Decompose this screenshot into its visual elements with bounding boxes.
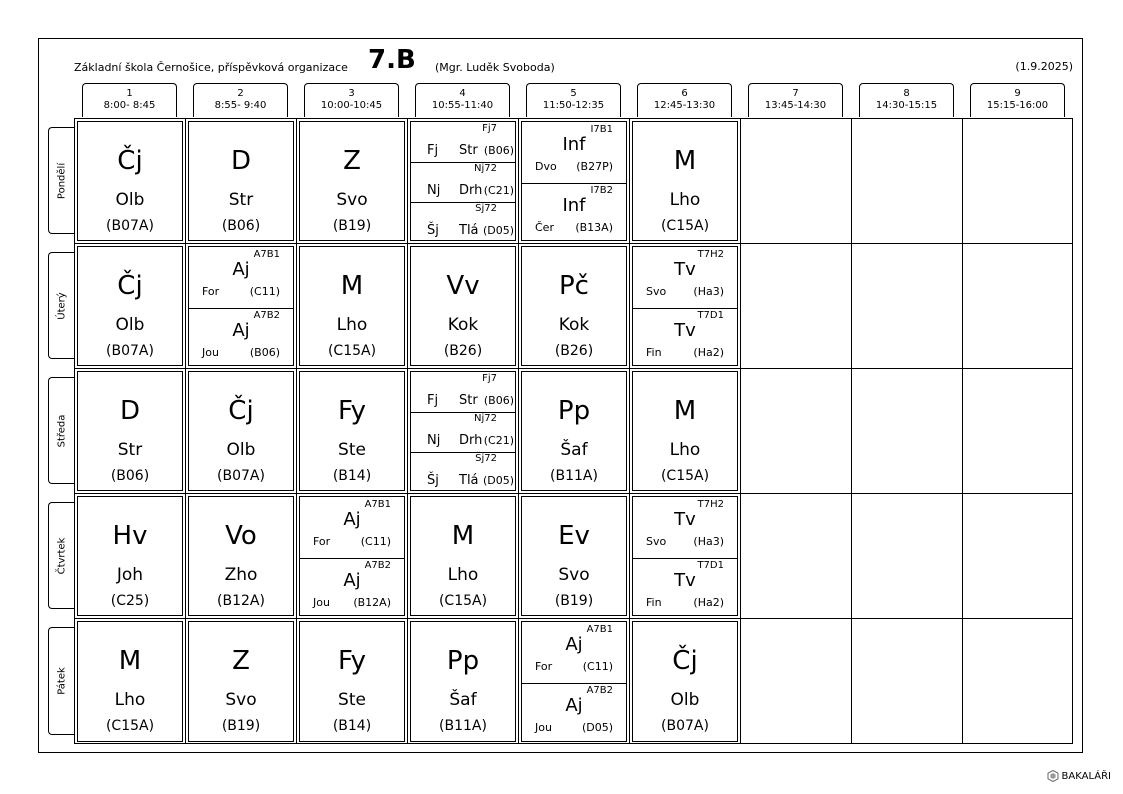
lesson-subject: Aj <box>565 695 583 716</box>
lesson-room: (Ha2) <box>693 596 724 609</box>
lesson-group <box>411 452 515 493</box>
lesson-cell <box>410 496 516 616</box>
lesson-room: (C15A) <box>105 718 155 734</box>
lesson-subject: Z <box>232 646 250 676</box>
grid-column-line <box>518 118 519 744</box>
lesson-cell <box>410 371 516 491</box>
lesson-room: (D05) <box>581 721 613 734</box>
lesson-cell <box>632 246 738 366</box>
lesson-cell <box>521 621 627 742</box>
lesson-room: (B07A) <box>217 468 265 484</box>
lesson-room: (B07A) <box>106 343 154 359</box>
lesson-room: (B13A) <box>575 221 613 234</box>
lesson-room: (C15A) <box>438 593 488 609</box>
grid-row-line <box>74 618 1073 619</box>
lesson-room: (Ha3) <box>693 285 724 298</box>
bakalari-logo <box>1047 770 1111 782</box>
lesson-room: (B06) <box>221 218 261 234</box>
lesson-teacher: Kok <box>447 315 479 335</box>
lesson-room: (B27P) <box>576 160 613 173</box>
group-code: Nj72 <box>474 163 497 174</box>
lesson-cell <box>521 371 627 491</box>
lesson-subject: Vv <box>446 271 480 301</box>
lesson-room: (B06) <box>110 468 150 484</box>
lesson-subject: Aj <box>232 320 250 341</box>
bakalari-logo-icon <box>1047 770 1059 782</box>
period-number: 9 <box>1014 88 1021 99</box>
lesson-group <box>411 122 515 163</box>
grid-row-line <box>74 493 1073 494</box>
lesson-room: (C15A) <box>327 343 377 359</box>
lesson-subject: Inf <box>562 195 586 216</box>
group-code: A7B2 <box>253 310 280 321</box>
lesson-subject: Čj <box>117 146 143 176</box>
lesson-subject: Čj <box>117 271 143 301</box>
group-code: Fj7 <box>482 373 497 384</box>
day-name: Čtvrtek <box>56 537 67 574</box>
lesson-teacher: Lho <box>669 440 701 460</box>
period-number: 8 <box>903 88 910 99</box>
period-header <box>526 83 621 117</box>
period-number: 5 <box>570 88 577 99</box>
lesson-room: (C15A) <box>660 468 710 484</box>
lesson-teacher: Joh <box>116 565 144 585</box>
lesson-teacher: Jou <box>535 721 552 734</box>
lesson-group <box>300 558 404 615</box>
period-header <box>970 83 1065 117</box>
grid-column-line <box>629 118 630 744</box>
lesson-teacher: Šaf <box>560 440 588 460</box>
lesson-room: (B19) <box>332 218 372 234</box>
lesson-teacher: Str <box>117 440 143 460</box>
lesson-group <box>633 558 737 615</box>
lesson-cell <box>410 621 516 742</box>
grid-column-line <box>962 118 963 744</box>
lesson-teacher: Fin <box>646 596 662 609</box>
lesson-room: (C11) <box>249 285 280 298</box>
group-code: A7B2 <box>586 685 613 696</box>
lesson-teacher: Dvo <box>535 160 557 173</box>
lesson-group <box>411 162 515 203</box>
lesson-teacher: Jou <box>313 596 330 609</box>
group-code: Šj72 <box>475 453 497 464</box>
lesson-group <box>189 247 293 309</box>
lesson-subject: Čj <box>672 646 698 676</box>
grid-column-line <box>407 118 408 744</box>
lesson-subject: Aj <box>232 259 250 280</box>
lesson-cell <box>188 496 294 616</box>
period-number: 7 <box>792 88 799 99</box>
lesson-group <box>189 308 293 365</box>
period-header <box>637 83 732 117</box>
lesson-cell <box>632 371 738 491</box>
lesson-room: (B26) <box>554 343 594 359</box>
lesson-teacher: For <box>535 660 553 673</box>
period-time: 8:55- 9:40 <box>214 100 267 111</box>
grid-column-line <box>851 118 852 744</box>
lesson-subject: Z <box>343 146 361 176</box>
lesson-subject: D <box>230 146 252 176</box>
lesson-teacher: Olb <box>115 190 145 210</box>
lesson-cell <box>299 121 405 241</box>
lesson-cell <box>188 121 294 241</box>
lesson-group <box>522 122 626 184</box>
lesson-cell <box>188 246 294 366</box>
lesson-group <box>411 202 515 243</box>
lesson-subject: M <box>340 271 364 301</box>
period-time: 14:30-15:15 <box>875 100 938 111</box>
group-code: T7D1 <box>697 560 724 571</box>
lesson-cell <box>77 621 183 742</box>
lesson-room: (B11A) <box>439 718 487 734</box>
lesson-teacher: Olb <box>115 315 145 335</box>
lesson-teacher: Drh <box>459 183 483 198</box>
timetable-date: (1.9.2025) <box>1015 60 1073 73</box>
lesson-teacher: Fin <box>646 346 662 359</box>
period-number: 1 <box>126 88 133 99</box>
lesson-teacher: Lho <box>447 565 479 585</box>
period-time: 10:00-10:45 <box>320 100 383 111</box>
lesson-subject: Nj <box>427 433 441 448</box>
day-header <box>48 627 74 735</box>
group-code: T7H2 <box>697 249 724 260</box>
lesson-room: (B07A) <box>661 718 709 734</box>
lesson-cell <box>410 121 516 241</box>
lesson-cell <box>632 621 738 742</box>
lesson-room: (B19) <box>221 718 261 734</box>
group-code: I7B1 <box>590 124 613 135</box>
group-code: I7B2 <box>590 185 613 196</box>
lesson-subject: Pp <box>446 646 480 676</box>
lesson-subject: Pp <box>557 396 591 426</box>
day-header <box>48 502 74 609</box>
lesson-cell <box>77 371 183 491</box>
lesson-teacher: Zho <box>224 565 258 585</box>
group-code: A7B1 <box>364 499 391 510</box>
lesson-room: (B26) <box>443 343 483 359</box>
day-name: Pondělí <box>56 162 67 199</box>
lesson-cell <box>632 121 738 241</box>
lesson-subject: Pč <box>559 271 589 301</box>
lesson-teacher: Svo <box>225 690 257 710</box>
lesson-room: (B12A) <box>217 593 265 609</box>
lesson-cell <box>410 246 516 366</box>
lesson-teacher: For <box>313 535 331 548</box>
group-code: A7B2 <box>364 560 391 571</box>
lesson-subject: Ev <box>558 521 590 551</box>
lesson-room: (B06) <box>483 394 514 407</box>
lesson-subject: Aj <box>565 634 583 655</box>
lesson-teacher: Olb <box>670 690 700 710</box>
lesson-cell <box>77 496 183 616</box>
lesson-cell <box>188 371 294 491</box>
lesson-teacher: Lho <box>336 315 368 335</box>
day-header <box>48 127 74 234</box>
lesson-subject: Fj <box>427 393 439 408</box>
group-code: A7B1 <box>586 624 613 635</box>
lesson-teacher: Str <box>459 143 478 158</box>
lesson-group <box>300 497 404 559</box>
lesson-subject: D <box>119 396 141 426</box>
period-header <box>193 83 288 117</box>
lesson-room: (C11) <box>360 535 391 548</box>
lesson-group <box>522 683 626 741</box>
lesson-room: (C11) <box>582 660 613 673</box>
day-header <box>48 252 74 359</box>
lesson-room: (D05) <box>482 474 514 487</box>
lesson-cell <box>521 121 627 241</box>
class-name: 7.B <box>368 45 416 75</box>
group-code: Nj72 <box>474 413 497 424</box>
period-time: 12:45-13:30 <box>653 100 716 111</box>
lesson-room: (C21) <box>483 434 514 447</box>
grid-column-line <box>296 118 297 744</box>
lesson-teacher: Str <box>228 190 254 210</box>
lesson-subject: Tv <box>674 570 696 591</box>
lesson-teacher: Olb <box>226 440 256 460</box>
lesson-room: (B14) <box>332 468 372 484</box>
lesson-subject: M <box>451 521 475 551</box>
lesson-cell <box>299 371 405 491</box>
period-time: 11:50-12:35 <box>542 100 605 111</box>
lesson-subject: Nj <box>427 183 441 198</box>
period-header <box>748 83 843 117</box>
lesson-cell <box>632 496 738 616</box>
lesson-teacher: For <box>202 285 220 298</box>
bakalari-logo-text: BAKALÁŘI <box>1061 770 1111 782</box>
lesson-teacher: Ste <box>338 440 366 460</box>
day-name: Úterý <box>56 291 67 320</box>
lesson-teacher: Jou <box>202 346 219 359</box>
lesson-teacher: Tlá <box>459 223 479 238</box>
lesson-teacher: Čer <box>535 221 554 234</box>
lesson-teacher: Lho <box>669 190 701 210</box>
group-code: Šj72 <box>475 203 497 214</box>
lesson-subject: Hv <box>112 521 148 551</box>
lesson-subject: M <box>118 646 142 676</box>
lesson-subject: Aj <box>343 570 361 591</box>
lesson-group <box>522 622 626 684</box>
grid-row-line <box>74 368 1073 369</box>
lesson-room: (B19) <box>554 593 594 609</box>
grid-column-line <box>740 118 741 744</box>
lesson-teacher: Svo <box>646 535 667 548</box>
lesson-cell <box>521 246 627 366</box>
lesson-teacher: Str <box>459 393 478 408</box>
period-time: 8:00- 8:45 <box>103 100 156 111</box>
lesson-cell <box>299 246 405 366</box>
lesson-subject: Tv <box>674 320 696 341</box>
lesson-room: (Ha2) <box>693 346 724 359</box>
lesson-subject: Šj <box>427 473 439 488</box>
lesson-room: (C25) <box>110 593 150 609</box>
lesson-teacher: Tlá <box>459 473 479 488</box>
lesson-group <box>633 497 737 559</box>
lesson-room: (Ha3) <box>693 535 724 548</box>
lesson-cell <box>521 496 627 616</box>
period-header <box>82 83 177 117</box>
lesson-cell <box>299 621 405 742</box>
lesson-subject: M <box>673 396 697 426</box>
lesson-teacher: Lho <box>114 690 146 710</box>
period-header <box>304 83 399 117</box>
grid-row-line <box>74 243 1073 244</box>
lesson-subject: Čj <box>228 396 254 426</box>
group-code: A7B1 <box>253 249 280 260</box>
period-number: 2 <box>237 88 244 99</box>
lesson-group <box>633 247 737 309</box>
lesson-cell <box>77 121 183 241</box>
period-time: 15:15-16:00 <box>986 100 1049 111</box>
period-time: 10:55-11:40 <box>431 100 494 111</box>
lesson-room: (C15A) <box>660 218 710 234</box>
lesson-subject: Inf <box>562 134 586 155</box>
lesson-subject: Fy <box>338 396 366 426</box>
lesson-subject: M <box>673 146 697 176</box>
group-code: Fj7 <box>482 123 497 134</box>
lesson-room: (B06) <box>483 144 514 157</box>
lesson-teacher: Drh <box>459 433 483 448</box>
lesson-room: (B06) <box>249 346 280 359</box>
lesson-group <box>633 308 737 365</box>
day-name: Pátek <box>56 667 67 695</box>
lesson-group <box>411 372 515 413</box>
lesson-group <box>522 183 626 240</box>
school-name: Základní škola Černošice, příspěvková organizace <box>74 61 348 74</box>
lesson-teacher: Šaf <box>449 690 477 710</box>
period-number: 3 <box>348 88 355 99</box>
lesson-subject: Fj <box>427 143 439 158</box>
period-time: 13:45-14:30 <box>764 100 827 111</box>
lesson-room: (B12A) <box>353 596 391 609</box>
lesson-room: (D05) <box>482 224 514 237</box>
day-name: Středa <box>56 414 67 447</box>
grid-column-line <box>185 118 186 744</box>
period-number: 6 <box>681 88 688 99</box>
day-header <box>48 377 74 484</box>
group-code: T7D1 <box>697 310 724 321</box>
class-teacher: (Mgr. Luděk Svoboda) <box>435 61 555 74</box>
lesson-teacher: Svo <box>558 565 590 585</box>
group-code: T7H2 <box>697 499 724 510</box>
lesson-subject: Tv <box>674 259 696 280</box>
lesson-room: (B07A) <box>106 218 154 234</box>
lesson-subject: Šj <box>427 223 439 238</box>
lesson-subject: Fy <box>338 646 366 676</box>
lesson-teacher: Svo <box>336 190 368 210</box>
lesson-cell <box>188 621 294 742</box>
lesson-room: (B11A) <box>550 468 598 484</box>
period-number: 4 <box>459 88 466 99</box>
lesson-teacher: Kok <box>558 315 590 335</box>
lesson-room: (B14) <box>332 718 372 734</box>
lesson-group <box>411 412 515 453</box>
period-header <box>415 83 510 117</box>
lesson-teacher: Svo <box>646 285 667 298</box>
lesson-cell <box>299 496 405 616</box>
lesson-subject: Tv <box>674 509 696 530</box>
period-header <box>859 83 954 117</box>
lesson-subject: Aj <box>343 509 361 530</box>
lesson-room: (C21) <box>483 184 514 197</box>
lesson-cell <box>77 246 183 366</box>
lesson-subject: Vo <box>225 521 257 551</box>
lesson-teacher: Ste <box>338 690 366 710</box>
